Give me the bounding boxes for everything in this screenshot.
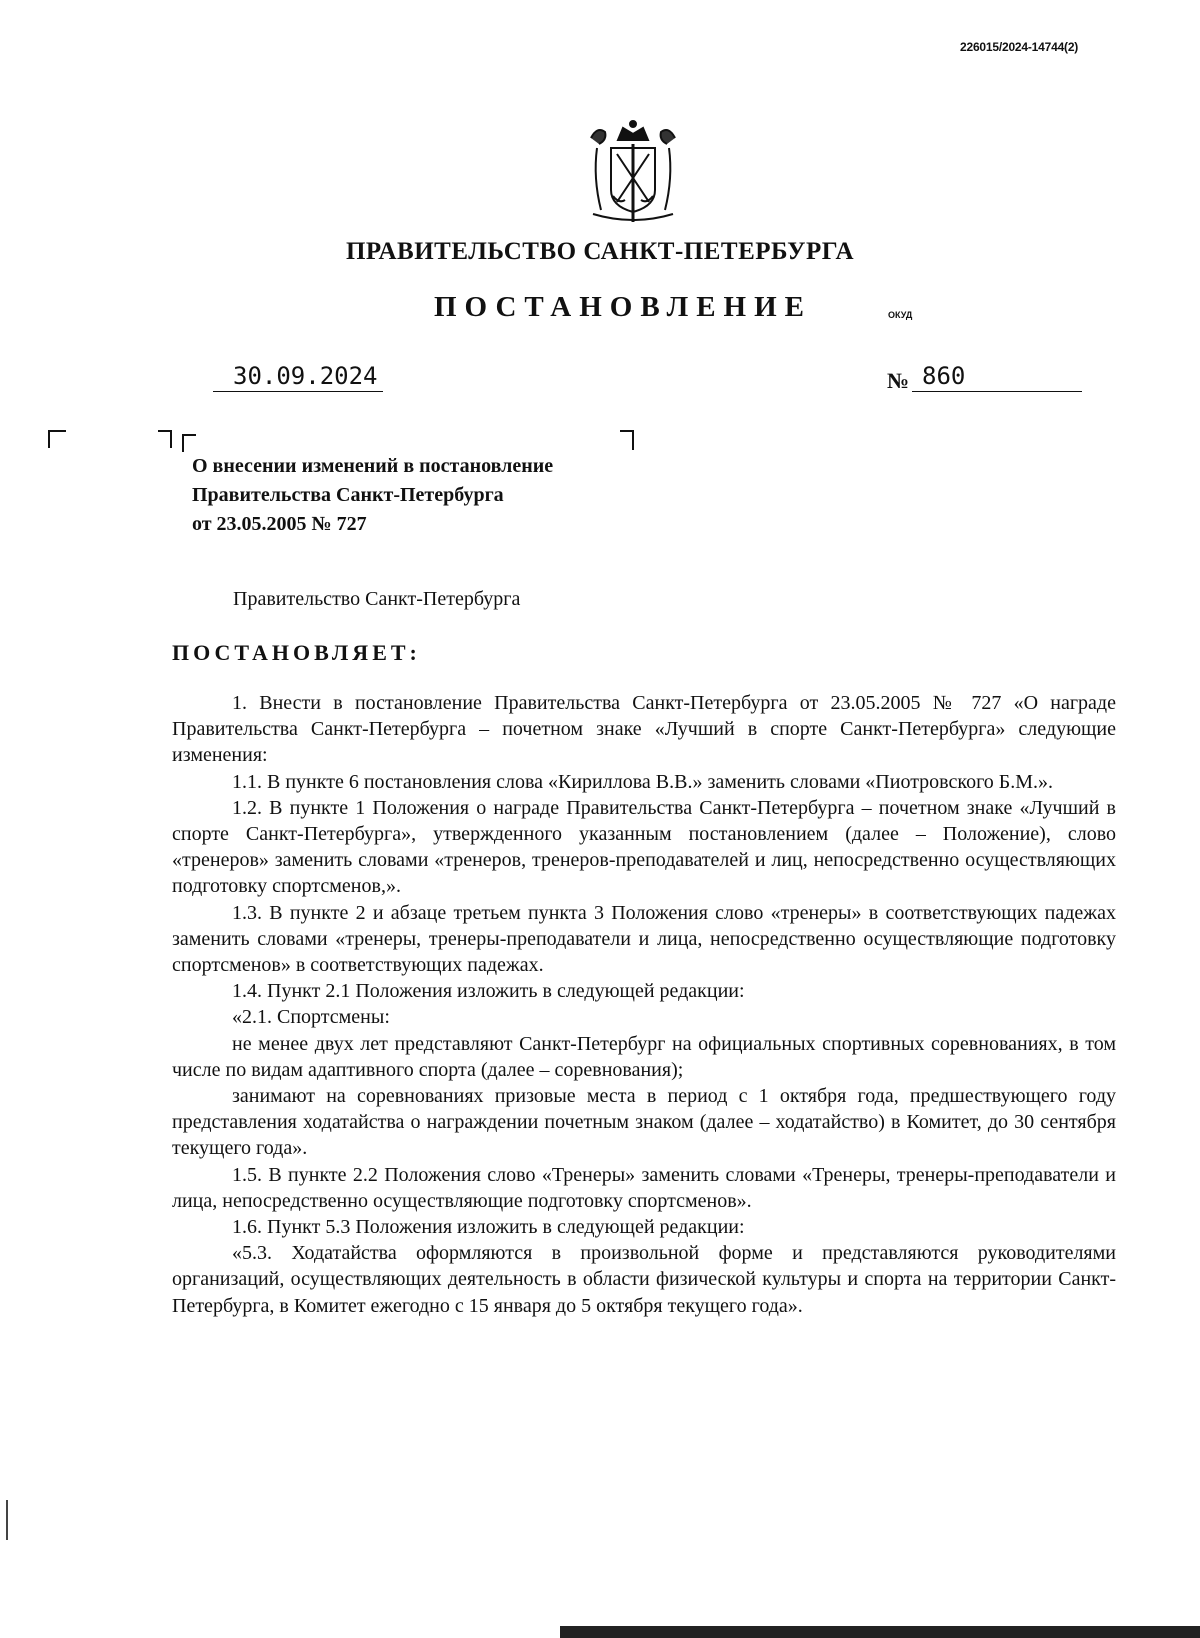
left-margin-corner-mark [48, 430, 66, 448]
scan-margin-mark [6, 1500, 8, 1540]
coat-of-arms-icon [583, 118, 683, 228]
decree-body [172, 690, 1116, 1319]
subject-corner-mark [158, 430, 172, 448]
subject-corner-mark [182, 434, 196, 452]
document-registration-number: 226015/2024-14744(2) [960, 40, 1079, 54]
body-paragraph: 1. Внести в постановление Правительства Санкт-Петербурга от 23.05.2005 № 727 «О награде Правительства Санкт-Петербурга – почетном знаке «Лучший в спорте Санкт-Петербурга» следующие изменения: [172, 692, 1116, 767]
body-paragraph: «2.1. Спортсмены: [232, 1006, 390, 1029]
body-paragraph: 1.3. В пункте 2 и абзаце третьем пункта 3 Положения слово «тренеры» в соответствующих падежах заменить словами «тренеры, тренеры-преподаватели и лица, непосредственно осуществляющие подготовку спортсменов» в соответствующих падежах. [172, 901, 1116, 977]
scan-bottom-edge [560, 1626, 1200, 1638]
body-paragraph: «5.3. Ходатайства оформляются в произвольной форме и представляются руководителями организаций, осуществляющих деятельность в области физической культуры и спорта на территории Санкт-Петербурга, в Комитет ежегодно с 15 января до 5 октября текущего года». [172, 1242, 1116, 1317]
government-title: ПРАВИТЕЛЬСТВО САНКТ-ПЕТЕРБУРГА [345, 238, 855, 265]
subject-line: от 23.05.2005 № 727 [192, 513, 367, 535]
issuer-text: Правительство Санкт-Петербурга [233, 588, 521, 610]
subject-corner-mark [620, 430, 634, 450]
body-paragraph: не менее двух лет представляют Санкт-Петербург на официальных спортивных соревнованиях, в том числе по видам адаптивного спорта (далее – соревнования); [172, 1032, 1116, 1081]
body-paragraph: 1.2. В пункте 1 Положения о награде Правительства Санкт-Петербурга – почетном знаке «Лучший в спорте Санкт-Петербурга», утвержденного указанным постановлением (далее – Положение), слово «тренеров» заменить словами «тренеров, тренеров-преподавателей и лиц, непосредственно осуществляющих подготовку спортсменов,». [172, 796, 1116, 898]
body-paragraph: 1.4. Пункт 2.1 Положения изложить в следующей редакции: [232, 980, 745, 1003]
number-label: № [887, 368, 910, 393]
subject-line: Правительства Санкт-Петербурга [192, 484, 504, 506]
resolves-heading: ПОСТАНОВЛЯЕТ: [172, 640, 421, 665]
body-paragraph: 1.5. В пункте 2.2 Положения слово «Тренеры» заменить словами «Тренеры, тренеры-преподаватели и лица, непосредственно осуществляющие подготовку спортсменов». [172, 1163, 1116, 1212]
body-paragraph: занимают на соревнованиях призовые места в период с 1 октября года, предшествующего году представления ходатайства о награждении почетным знаком (далее – ходатайство) в Комитет, до 30 сентября текущего года». [172, 1085, 1116, 1160]
document-type-title: ПОСТАНОВЛЕНИЕ [434, 291, 813, 323]
body-paragraph: 1.1. В пункте 6 постановления слова «Кириллова В.В.» заменить словами «Пиотровского Б.М.». [232, 770, 1054, 793]
okud-label: ОКУД [888, 310, 913, 320]
decree-number: 860 [912, 362, 1082, 392]
decree-subject [192, 452, 553, 539]
decree-date: 30.09.2024 [213, 362, 383, 392]
subject-line: О внесении изменений в постановление [192, 455, 554, 477]
body-paragraph: 1.6. Пункт 5.3 Положения изложить в следующей редакции: [232, 1216, 745, 1239]
